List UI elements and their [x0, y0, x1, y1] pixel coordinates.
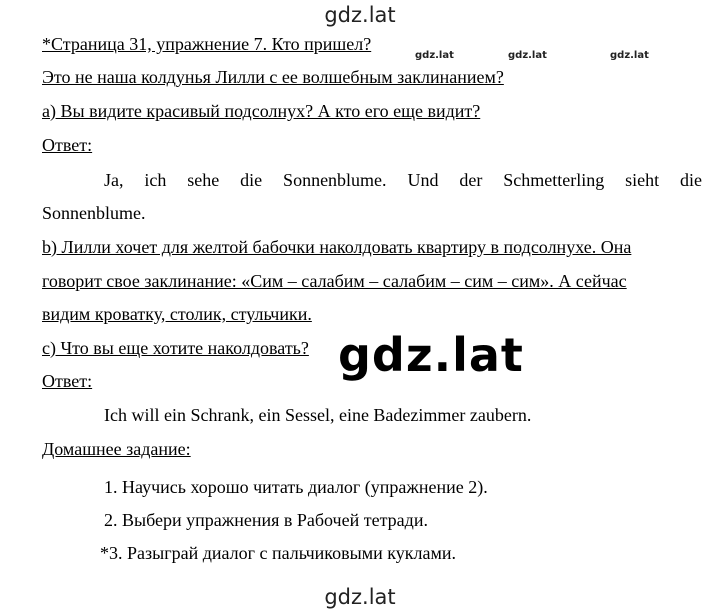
- homework-item: 1. Научись хорошо читать диалог (упражнение 2).: [104, 477, 488, 497]
- watermark-bottom: gdz.lat: [324, 585, 396, 609]
- homework-item: 2. Выбери упражнения в Рабочей тетради.: [104, 510, 428, 530]
- exercise-subtitle: Это не наша колдунья Лилли с ее волшебным заклинанием?: [42, 67, 504, 87]
- question-a: а) Вы видите красивый подсолнух? А кто его еще видит?: [42, 101, 481, 121]
- watermark-small: gdz.lat: [610, 50, 649, 61]
- page-header: *Страница 31, упражнение 7. Кто пришел?: [42, 34, 372, 54]
- homework-title: Домашнее задание:: [42, 439, 191, 459]
- question-b-line-2: говорит свое заклинание: «Сим – салабим – салабим – сим – сим». А сейчас: [42, 271, 627, 291]
- question-b-line-1: b) Лилли хочет для желтой бабочки наколдовать квартиру в подсолнухе. Она: [42, 237, 632, 257]
- question-b-line-3: видим кроватку, столик, стульчики.: [42, 304, 312, 324]
- answer-label: Ответ:: [42, 371, 93, 391]
- watermark-small: gdz.lat: [415, 50, 454, 61]
- answer-c: Ich will ein Schrank, ein Sessel, eine Badezimmer zaubern.: [104, 405, 532, 425]
- question-c: с) Что вы еще хотите наколдовать?: [42, 338, 309, 358]
- watermark-small: gdz.lat: [508, 50, 547, 61]
- answer-a-line-2: Sonnenblume.: [42, 203, 146, 223]
- answer-label: Ответ:: [42, 135, 93, 155]
- watermark-top: gdz.lat: [324, 3, 396, 27]
- watermark-large: gdz.lat: [338, 328, 524, 382]
- answer-a-line-1: Ja, ich sehe die Sonnenblume. Und der Schmetterling sieht die: [104, 170, 702, 190]
- homework-item: *3. Разыграй диалог с пальчиковыми куклами.: [100, 543, 456, 563]
